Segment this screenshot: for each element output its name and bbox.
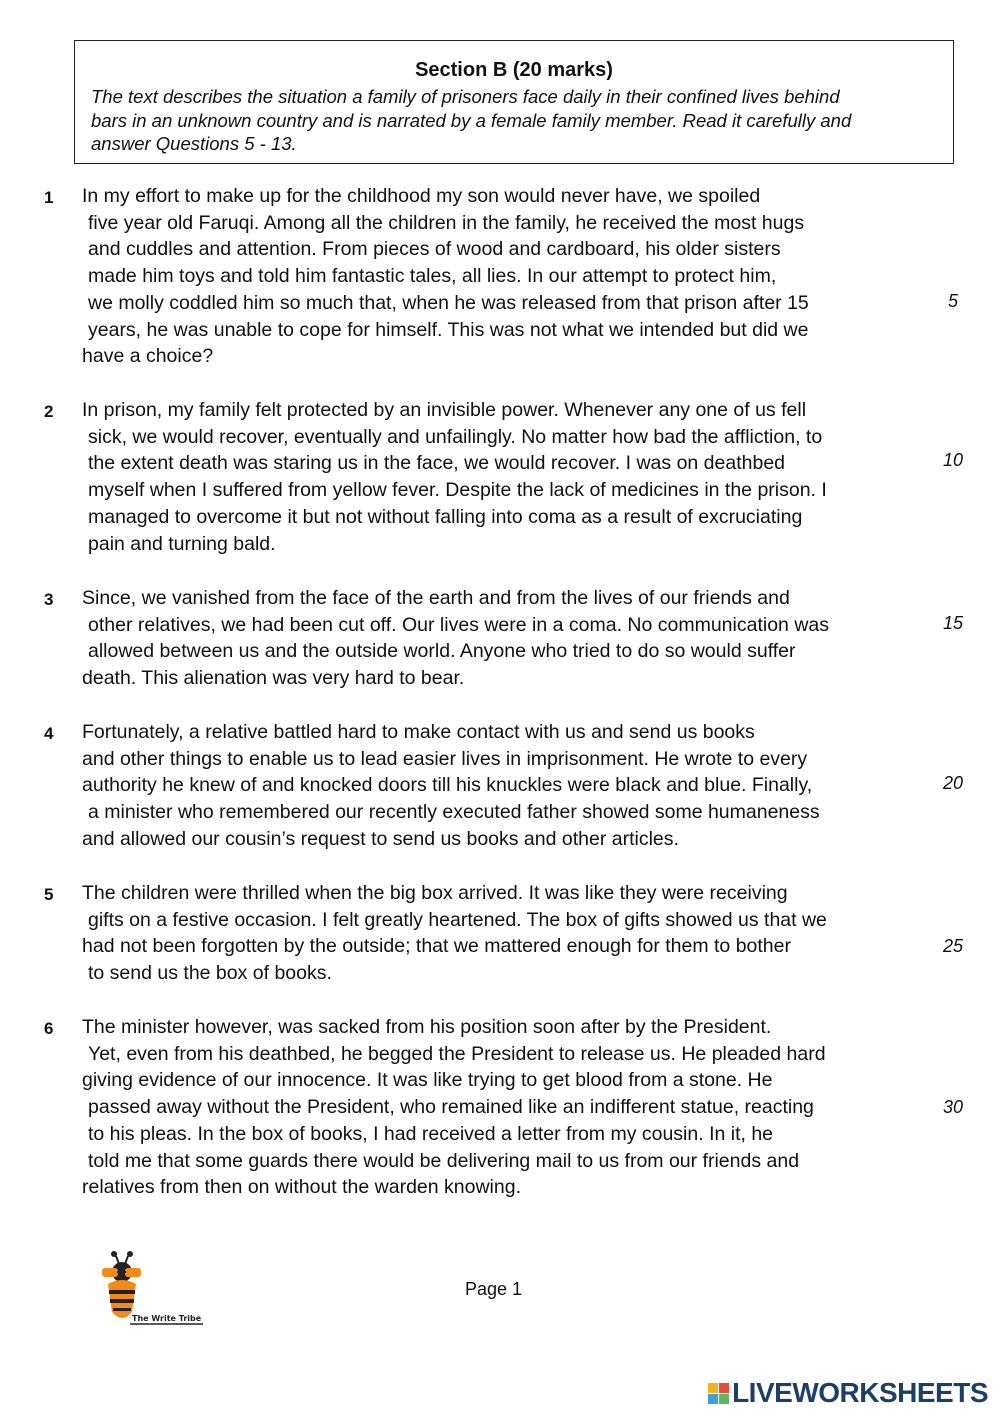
- paragraph-line: pain and turning bald.: [88, 532, 276, 555]
- section-header-box: [74, 40, 954, 164]
- paragraph-number: 6: [44, 1019, 54, 1038]
- bee-icon: [100, 1250, 210, 1330]
- paragraph-line: years, he was unable to cope for himself. This was not what we intended but did we: [88, 318, 809, 341]
- intro-line: bars in an unknown country and is narrated by a female family member. Read it carefully and: [91, 109, 852, 131]
- paragraph-line: and cuddles and attention. From pieces of wood and cardboard, his older sisters: [88, 238, 781, 261]
- paragraph-line: to his pleas. In the box of books, I had received a letter from my cousin. In it, he: [88, 1122, 774, 1145]
- paragraph-line: and other things to enable us to lead easier lives in imprisonment. He wrote to every: [82, 747, 808, 770]
- paragraph-line: gifts on a festive occasion. I felt greatly heartened. The box of gifts showed us that we: [88, 908, 827, 931]
- paragraph-line: made him toys and told him fantastic tales, all lies. In our attempt to protect him,: [88, 265, 777, 288]
- write-tribe-logo: [100, 1250, 210, 1335]
- brand-text: LIVEWORKSHEETS: [732, 1377, 988, 1408]
- paragraph-number: 5: [44, 885, 54, 904]
- line-number: 10: [942, 450, 963, 470]
- paragraph-line: the extent death was staring us in the face, we would recover. I was on deathbed: [88, 452, 786, 475]
- line-number: 30: [942, 1097, 963, 1117]
- paragraph-line: passed away without the President, who remained like an indifferent statue, reacting: [88, 1096, 814, 1119]
- paragraph-line: The minister however, was sacked from his position soon after by the President.: [82, 1016, 772, 1038]
- paragraph-line: and allowed our cousin’s request to send us books and other articles.: [82, 827, 679, 850]
- paragraph-number: 3: [44, 590, 54, 609]
- section-intro: [91, 85, 933, 156]
- paragraph-line: Yet, even from his deathbed, he begged the President to release us. He pleaded hard: [88, 1042, 826, 1065]
- paragraph-line: relatives from then on without the warden knowing.: [82, 1176, 521, 1199]
- paragraph-line: allowed between us and the outside world. Anyone who tried to do so would suffer: [88, 640, 796, 663]
- paragraph-number: 2: [44, 402, 54, 421]
- paragraph-line: had not been forgotten by the outside; that we mattered enough for them to bother: [82, 935, 791, 958]
- paragraph-line: have a choice?: [82, 345, 214, 368]
- paragraph-line: authority he knew of and knocked doors till his knuckles were black and blue. Finally,: [82, 774, 813, 797]
- paragraph-line: sick, we would recover, eventually and unfailingly. No matter how bad the affliction, to: [88, 425, 823, 448]
- paragraph-line: death. This alienation was very hard to bear.: [82, 667, 465, 690]
- section-title: Section B (20 marks): [415, 59, 613, 81]
- paragraph-line: to send us the box of books.: [88, 962, 332, 985]
- paragraph-line: told me that some guards there would be delivering mail to us from our friends and: [88, 1149, 800, 1172]
- paragraph-line: Since, we vanished from the face of the earth and from the lives of our friends and: [82, 587, 790, 609]
- line-number: 5: [947, 291, 958, 311]
- page-number: Page 1: [465, 1279, 523, 1299]
- svg-text:The Write Tribe: The Write Tribe: [132, 1314, 202, 1323]
- line-number: 15: [942, 613, 963, 633]
- line-number: 20: [942, 773, 963, 793]
- paragraph-line: In prison, my family felt protected by an invisible power. Whenever any one of us fell: [82, 399, 807, 421]
- paragraph-line: managed to overcome it but not without falling into coma as a result of excruciating: [88, 505, 803, 528]
- line-number: 25: [942, 936, 963, 956]
- paragraph-line: we molly coddled him so much that, when he was released from that prison after 15: [88, 291, 809, 314]
- intro-line: answer Questions 5 - 13.: [91, 133, 297, 154]
- paragraph-number: 4: [44, 724, 54, 743]
- paragraph-line: a minister who remembered our recently executed father showed some humaneness: [88, 801, 820, 824]
- paragraph-line: The children were thrilled when the big box arrived. It was like they were receiving: [82, 882, 788, 904]
- intro-line: The text describes the situation a family of prisoners face daily in their confined lives behind: [91, 86, 840, 107]
- paragraph-line: five year old Faruqi. Among all the children in the family, he received the most hugs: [88, 211, 805, 234]
- paragraph-line: In my effort to make up for the childhood my son would never have, we spoiled: [82, 185, 761, 207]
- liveworksheets-icon: [708, 1383, 729, 1404]
- paragraph-line: giving evidence of our innocence. It was like trying to get blood from a stone. He: [82, 1069, 773, 1092]
- paragraph-line: Fortunately, a relative battled hard to make contact with us and send us books: [82, 721, 755, 743]
- paragraph-line: myself when I suffered from yellow fever. Despite the lack of medicines in the prison. I: [88, 479, 827, 502]
- liveworksheets-brand[interactable]: [708, 1377, 988, 1409]
- paragraph-line: other relatives, we had been cut off. Our lives were in a coma. No communication was: [88, 613, 829, 636]
- paragraph-number: 1: [44, 188, 54, 207]
